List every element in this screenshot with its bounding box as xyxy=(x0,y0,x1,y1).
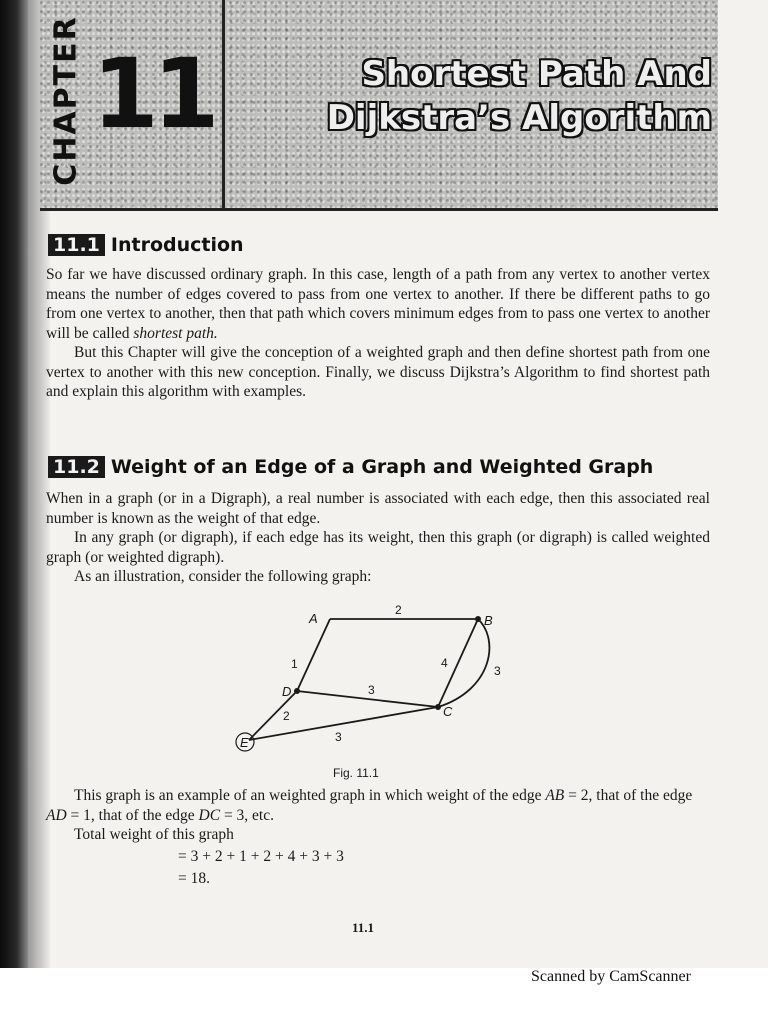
weight-label-de: 2 xyxy=(283,709,290,723)
page-number: 11.1 xyxy=(352,920,375,935)
section-number: 11.2 xyxy=(48,456,105,478)
weight-label-dc: 3 xyxy=(368,683,375,697)
intro-paragraph-2: But this Chapter will give the conception of a weighted graph and then define shortest path from one vertex to another with this new conception. Finally, we discuss Dijkstra’s Algorithm to find shortest path and explain this algorithm with examples. xyxy=(46,344,710,400)
weight-label-ab: 2 xyxy=(395,603,402,617)
shortest-path-term: shortest path. xyxy=(133,324,218,342)
total-weight-result: = 18. xyxy=(178,870,210,887)
vertex-c-dot xyxy=(435,704,441,710)
chapter-word: CHAPTER xyxy=(48,14,84,186)
section-title: Weight of an Edge of a Graph and Weighted Graph xyxy=(110,456,654,478)
vertex-label-b: B xyxy=(484,613,493,628)
vertex-d-dot xyxy=(294,688,300,694)
intro-paragraph-1: So far we have discussed ordinary graph. In this case, length of a path from any vertex to another vertex means the number of edges covered to pass from one vertex to another. If there be different paths to go from one vertex to another, then that path which covers minimum edges from to pass one vertex to another will be called shortest path. xyxy=(46,266,710,342)
edge-ad xyxy=(297,619,330,691)
weight-label-ad: 1 xyxy=(291,657,298,671)
section-number: 11.1 xyxy=(48,234,105,256)
weight-label-ec: 3 xyxy=(335,730,342,744)
weight-paragraph-3: As an illustration, consider the following graph: xyxy=(74,568,372,585)
figure-caption: Fig. 11.1 xyxy=(333,766,379,780)
example-text xyxy=(46,786,710,845)
weight-paragraph-2: In any graph (or digraph), if each edge has its weight, then this graph (or digraph) is called weighted graph (or weighted digraph). xyxy=(46,529,710,566)
scanner-watermark: Scanned by CamScanner xyxy=(531,968,691,985)
section-title: Introduction xyxy=(110,234,244,256)
weight-label-bc-straight: 4 xyxy=(441,656,448,670)
total-weight-label: Total weight of this graph xyxy=(74,826,234,843)
vertex-b-dot xyxy=(475,616,481,622)
vertex-label-d: D xyxy=(282,684,292,699)
example-paragraph: This graph is an example of an weighted graph in which weight of the edge AB = 2, that of the edge AD = 1, that of the edge DC = 3, etc. xyxy=(46,787,693,824)
weight-paragraph-1: When in a graph (or in a Digraph), a real number is associated with each edge, then this associated real number is known as the weight of that edge. xyxy=(46,490,710,527)
vertex-label-e: E xyxy=(240,735,249,750)
vertex-label-c: C xyxy=(443,704,453,719)
total-weight-sum: = 3 + 2 + 1 + 2 + 4 + 3 + 3 xyxy=(178,848,344,865)
vertex-label-a: A xyxy=(309,611,318,626)
chapter-title-line2: Dijkstra’s Algorithm xyxy=(326,98,712,138)
weight-label-bc-curve: 3 xyxy=(494,664,501,678)
chapter-number: 11 xyxy=(92,38,214,150)
chapter-title-line1: Shortest Path And xyxy=(361,54,712,94)
